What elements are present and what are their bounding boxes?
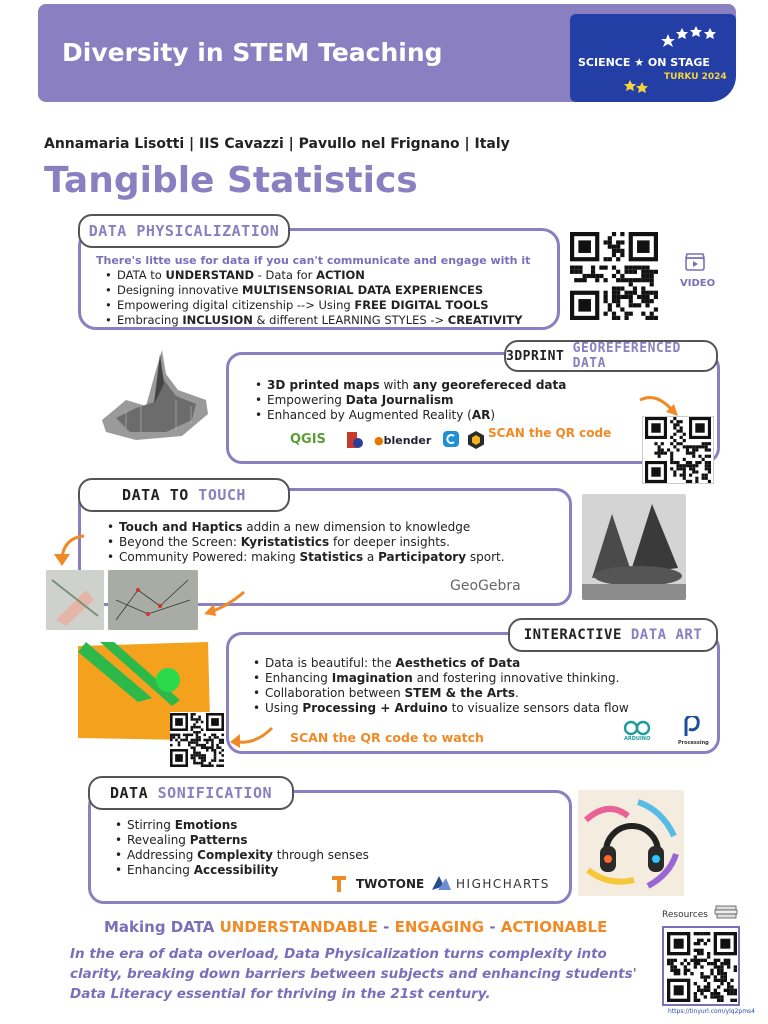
twotone-logo: TWOTONE [356,877,425,891]
art-scan-label: SCAN the QR code to watch [290,730,484,745]
list-item: • Revealing Patterns [114,833,369,848]
tab-accent-word: PHYSICALIZATION [136,222,280,240]
list-item: • Enhancing Imagination and fostering innovative thinking. [252,671,629,686]
list-item: • Beyond the Screen: Kyristatistics for deeper insights. [106,535,505,550]
header-title: Diversity in STEM Teaching [62,38,443,67]
list-item: • Enhancing Accessibility [114,863,369,878]
list-item: • Collaboration between STEM & the Arts. [252,686,629,701]
physicalization-tab [78,214,290,248]
touch-tab [78,478,290,512]
header-banner [38,4,736,102]
print3d-bullets [254,378,566,423]
resources-label: Resources [662,910,708,920]
art-tab [508,618,718,652]
list-item: • 3D printed maps with any georefereced data [254,378,566,393]
tab-word: INTERACTIVE [523,627,622,643]
clapperboard-icon [684,252,706,272]
list-item: • Data is beautiful: the Aesthetics of Data [252,656,629,671]
books-icon [714,904,738,920]
footer-slogan: Making DATA UNDERSTANDABLE - ENGAGING - ACTIONABLE [104,918,608,936]
tab-word: 3DPRINT [506,348,565,364]
highcharts-logo: HIGHCHARTS [456,877,550,891]
qgis-logo: QGIS [290,432,326,447]
processing-label: Processing [678,740,709,746]
resources-url[interactable]: https://tinyurl.com/ylq2pms4 [668,1008,755,1015]
headphones-art-image [578,790,684,896]
poster-title: Tangible Statistics [44,160,418,201]
list-item: • Designing innovative MULTISENSORIAL DATA EXPERIENCES [104,283,522,298]
arrow-icon [200,588,248,618]
list-item: • Stirring Emotions [114,818,369,833]
arduino-label: ARDUINO [624,736,651,742]
list-item: • Using Processing + Arduino to visualize sensors data flow [252,701,629,716]
tab-accent-word: SONIFICATION [157,784,273,802]
physicalization-bullets [104,268,522,328]
list-item: • Enhanced by Augmented Reality (AR) [254,408,566,423]
list-item: • Touch and Haptics addin a new dimension to knowledge [106,520,505,535]
tab-word: DATA TO [122,486,189,504]
tactile-model-photo [46,570,104,630]
geogebra-logo: GeoGebra [450,578,521,594]
twotone-icon [330,874,348,894]
art-bullets [252,656,629,716]
video-qr-code[interactable] [570,232,658,320]
video-label: VIDEO [680,278,716,289]
3d-printed-map-image [96,340,214,450]
processing-icon [680,716,702,738]
list-item: • Addressing Complexity through senses [114,848,369,863]
print3d-tab [504,340,718,372]
blender-logo: ●blender [374,434,432,447]
art-qr-code[interactable] [170,712,224,768]
tactile-graph-photo [108,570,198,630]
tab-accent-word: DATA ART [630,627,703,643]
list-item: • DATA to UNDERSTAND - Data for ACTION [104,268,522,283]
list-item: • Embracing INCLUSION & different LEARNING STYLES -> CREATIVITY [104,313,522,328]
sonification-tab [88,776,294,810]
sonification-bullets [114,818,369,878]
touch-bullets [106,520,505,565]
logo-text-main: SCIENCE ★ ON STAGE [578,56,710,69]
physicalization-tagline: There's litte use for data if you can't communicate and engage with it [96,254,531,267]
closing-statement: In the era of data overload, Data Physicalization turns complexity into clarity, breaking down barriers between subjects and enhancing students' Data Literacy essential for thriving in the 21st century. [70,946,637,1002]
science-on-stage-logo [570,14,736,102]
resources-qr-code[interactable] [662,926,740,1006]
list-item: • Empowering digital citizenship --> Using FREE DIGITAL TOOLS [104,298,522,313]
ar-qr-code[interactable] [642,416,714,484]
tab-accent-word: GEOREFERENCED DATA [572,341,681,371]
author-line: Annamaria Lisotti | IIS Cavazzi | Pavullo nel Frignano | Italy [44,136,510,152]
highcharts-icon [430,874,452,892]
print3d-scan-label: SCAN the QR code [488,426,612,440]
list-item: • Community Powered: making Statistics a Participatory sport. [106,550,505,565]
cura-icon [442,430,460,448]
cone-models-photo [582,494,686,600]
arrow-icon [50,532,90,568]
freecad-icon [344,430,364,450]
tab-accent-word: TOUCH [198,486,246,504]
tab-word: DATA [109,784,149,802]
logo-text-event: TURKU 2024 [664,72,727,82]
list-item: • Empowering Data Journalism [254,393,566,408]
arrow-icon [226,724,276,750]
slicer-icon [466,430,486,450]
tab-word: DATA [88,222,127,240]
